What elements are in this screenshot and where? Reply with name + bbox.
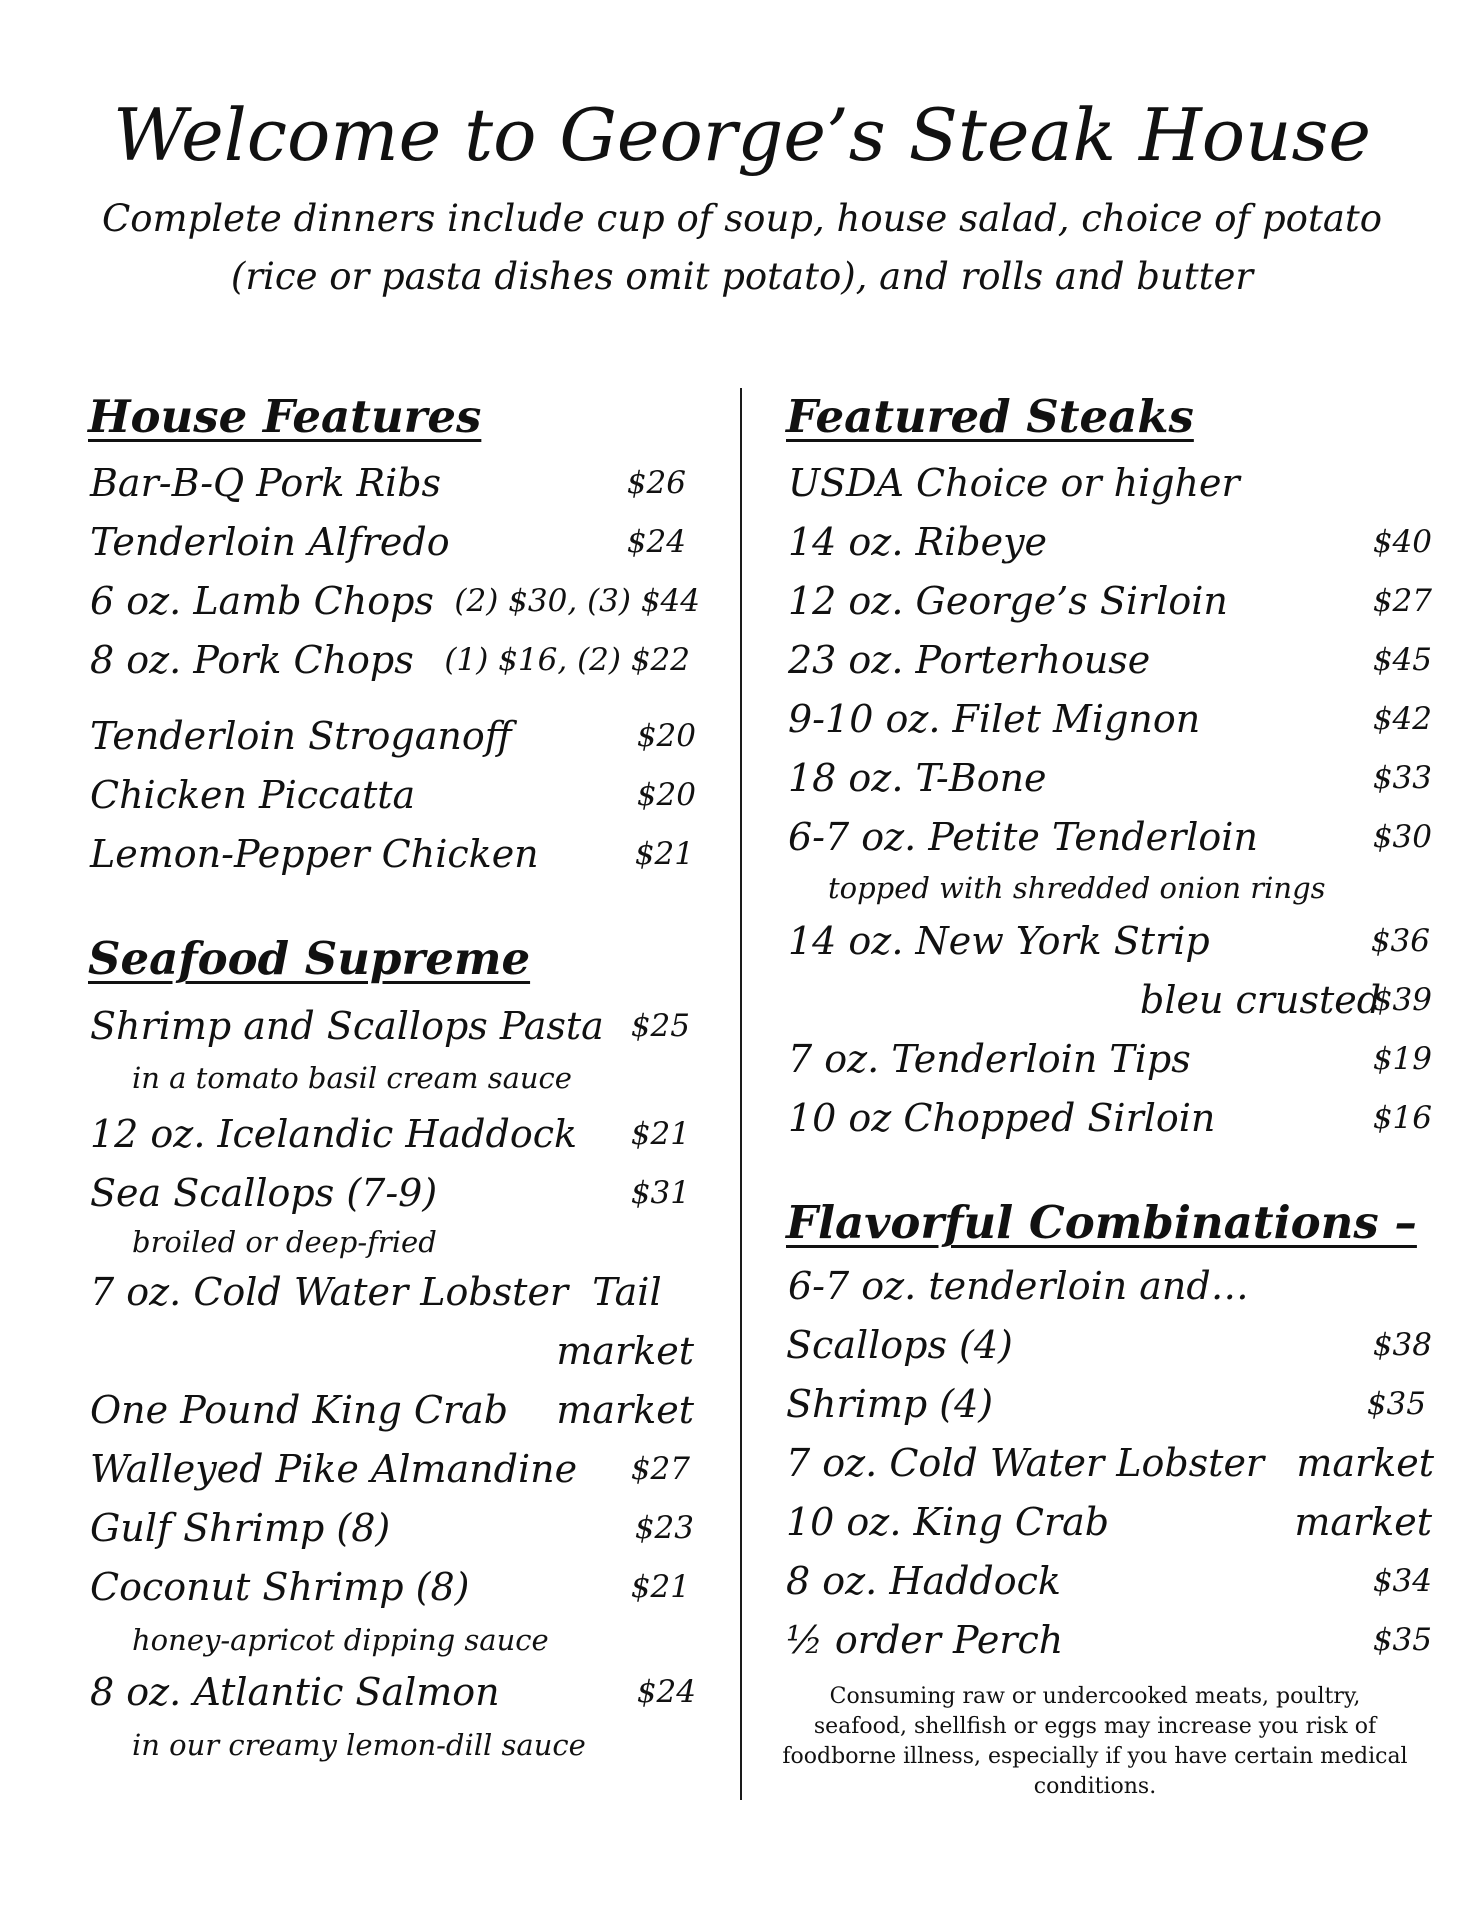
item-name: 6-7 oz. Petite Tenderloin	[788, 815, 1258, 859]
item-price: $27	[630, 1451, 690, 1487]
item-name: Shrimp and Scallops Pasta	[90, 1004, 604, 1048]
menu-item	[90, 1664, 696, 1720]
item-price: $34	[1372, 1563, 1432, 1599]
item-price: $21	[630, 1116, 690, 1152]
item-name: 7 oz. Cold Water Lobster	[786, 1441, 1265, 1485]
menu-item	[90, 767, 696, 823]
section-heading-featured-steaks: Featured Steaks	[786, 390, 1194, 443]
page-subtitle	[0, 190, 1484, 306]
item-price: $20	[636, 777, 696, 813]
item-price: $39	[1372, 982, 1432, 1018]
menu-item	[788, 573, 1432, 629]
item-name: 7 oz. Tenderloin Tips	[788, 1037, 1191, 1081]
item-price: market	[556, 1388, 694, 1432]
item-price: $21	[630, 1569, 690, 1605]
menu-item	[788, 1090, 1432, 1146]
section-intro: USDA Choice or higher	[788, 461, 1240, 505]
menu-item	[90, 1264, 694, 1373]
item-price: (2) $30, (3) $44	[454, 583, 700, 619]
item-price: $25	[630, 1008, 690, 1044]
item-price: market	[1296, 1441, 1434, 1485]
item-price: $21	[634, 836, 694, 872]
menu-item	[90, 1382, 694, 1438]
item-name: Lemon-Pepper Chicken	[90, 832, 539, 876]
menu-item	[90, 1559, 690, 1615]
menu-item	[90, 708, 696, 764]
item-name: Chicken Piccatta	[90, 773, 416, 817]
item-price: $38	[1372, 1327, 1432, 1363]
column-divider	[740, 388, 742, 1800]
item-name: Tenderloin Alfredo	[90, 520, 450, 564]
menu-item	[90, 998, 690, 1054]
menu-item	[788, 632, 1432, 688]
item-name: 18 oz. T-Bone	[788, 756, 1047, 800]
menu-item	[90, 573, 700, 629]
item-price: market	[556, 1329, 694, 1373]
item-name: bleu crusted	[1140, 978, 1382, 1022]
item-note: honey-apricot dipping sauce	[132, 1623, 549, 1657]
item-name: Walleyed Pike Almandine	[90, 1447, 578, 1491]
item-name: 7 oz. Cold Water Lobster Tail	[90, 1270, 662, 1314]
menu-item	[786, 1553, 1432, 1609]
item-name: Scallops (4)	[786, 1323, 1013, 1367]
item-name: 23 oz. Porterhouse	[788, 638, 1151, 682]
section-heading-flavorful-combinations: Flavorful Combinations –	[786, 1196, 1417, 1249]
item-name: Bar-B-Q Pork Ribs	[90, 461, 442, 505]
menu-item	[788, 691, 1432, 747]
food-safety-warning: Consuming raw or undercooked meats, poultry, seafood, shellfish or eggs may increase you risk of foodborne illness, especially if you have certain medical conditions.	[782, 1684, 1408, 1799]
item-price: $36	[1370, 923, 1430, 959]
item-price: $24	[626, 524, 686, 560]
page-title: Welcome to George’s Steak House	[112, 93, 1372, 177]
item-name: Shrimp (4)	[786, 1382, 994, 1426]
item-note: in a tomato basil cream sauce	[132, 1061, 572, 1095]
item-name: 10 oz. King Crab	[786, 1500, 1110, 1544]
item-price: market	[1294, 1500, 1432, 1544]
item-name: Coconut Shrimp (8)	[90, 1565, 470, 1609]
item-name: 8 oz. Haddock	[786, 1559, 1061, 1603]
item-name: 14 oz. Ribeye	[788, 520, 1048, 564]
menu-item	[786, 1494, 1432, 1550]
item-price: $33	[1372, 760, 1432, 796]
menu-item	[90, 826, 694, 882]
menu-item	[786, 1612, 1432, 1668]
item-price: (1) $16, (2) $22	[444, 642, 690, 678]
item-price: $16	[1372, 1100, 1432, 1136]
item-name: Sea Scallops (7-9)	[90, 1171, 438, 1215]
item-price: $31	[630, 1175, 690, 1211]
item-price: $20	[636, 718, 696, 754]
item-price: $35	[1372, 1622, 1432, 1658]
item-price: $23	[634, 1510, 694, 1546]
menu-item	[786, 1317, 1432, 1373]
menu-item	[786, 1376, 1426, 1432]
item-note: in our creamy lemon-dill sauce	[132, 1728, 586, 1762]
item-name: 10 oz Chopped Sirloin	[788, 1096, 1216, 1140]
item-name: 14 oz. New York Strip	[788, 919, 1210, 963]
item-price: $19	[1372, 1041, 1432, 1077]
item-name: 8 oz. Atlantic Salmon	[90, 1670, 500, 1714]
item-price: $24	[636, 1674, 696, 1710]
subtitle-line-2: (rice or pasta dishes omit potato), and rolls and butter	[230, 255, 1254, 298]
item-price: $40	[1372, 524, 1432, 560]
item-note: broiled or deep-fried	[132, 1225, 437, 1259]
menu-item	[788, 809, 1432, 865]
item-name: 12 oz. George’s Sirloin	[788, 579, 1228, 623]
menu-item	[90, 632, 690, 688]
item-name: ½ order Perch	[786, 1618, 1064, 1662]
item-name: 9-10 oz. Filet Mignon	[788, 697, 1201, 741]
item-name: Tenderloin Stroganoff	[90, 714, 512, 758]
subtitle-line-1: Complete dinners include cup of soup, house salad, choice of potato	[101, 197, 1383, 240]
menu-item	[788, 514, 1432, 570]
section-heading-seafood-supreme: Seafood Supreme	[88, 932, 531, 985]
menu-item	[90, 1500, 694, 1556]
item-name: One Pound King Crab	[90, 1388, 509, 1432]
item-name: 8 oz. Pork Chops	[90, 638, 414, 682]
menu-item	[786, 1435, 1434, 1491]
menu-item	[788, 750, 1432, 806]
item-name: 6 oz. Lamb Chops	[90, 579, 434, 623]
item-price: $27	[1372, 583, 1432, 619]
item-price: $30	[1372, 819, 1432, 855]
menu-item	[90, 1441, 690, 1497]
section-heading-house-features: House Features	[88, 390, 482, 443]
item-price: $35	[1366, 1386, 1426, 1422]
menu-item	[788, 1031, 1432, 1087]
menu-item	[90, 455, 690, 511]
menu-item	[90, 1165, 690, 1221]
item-price: $45	[1372, 642, 1432, 678]
item-name: 12 oz. Icelandic Haddock	[90, 1112, 578, 1156]
menu-item	[90, 1106, 690, 1162]
item-price: $26	[626, 465, 686, 501]
menu-item	[788, 913, 1430, 969]
menu-item-variant	[788, 972, 1432, 1028]
section-intro: 6-7 oz. tenderloin and…	[788, 1264, 1249, 1308]
menu-item	[90, 514, 690, 570]
item-price: $42	[1372, 701, 1432, 737]
item-note: topped with shredded onion rings	[828, 871, 1326, 905]
item-name: Gulf Shrimp (8)	[90, 1506, 391, 1550]
